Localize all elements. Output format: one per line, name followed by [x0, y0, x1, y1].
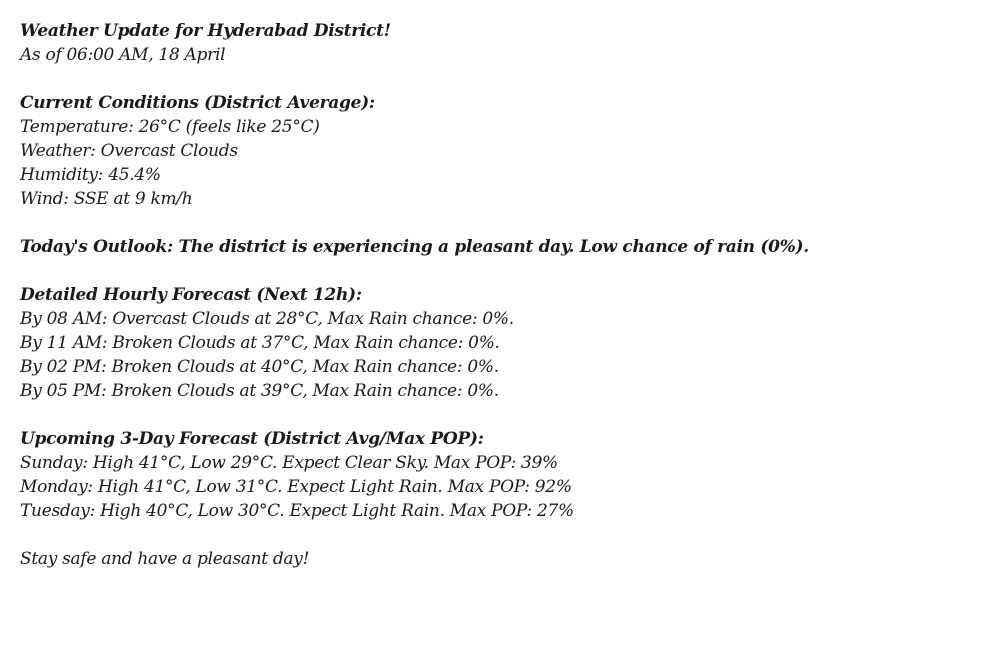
todays-outlook: Today's Outlook: The district is experiencing a pleasant day. Low chance of rain (0%).: [20, 237, 809, 257]
spacer: [20, 67, 809, 91]
spacer: [20, 403, 809, 427]
message-timestamp: As of 06:00 AM, 18 April: [20, 45, 226, 65]
current-temperature: Temperature: 26°C (feels like 25°C): [20, 117, 320, 137]
daily-forecast-heading: Upcoming 3-Day Forecast (District Avg/Max POP):: [20, 429, 484, 449]
current-conditions-heading: Current Conditions (District Average):: [20, 93, 375, 113]
current-wind: Wind: SSE at 9 km/h: [20, 189, 193, 209]
hourly-forecast-item: By 05 PM: Broken Clouds at 39°C, Max Rain chance: 0%.: [20, 381, 499, 401]
spacer: [20, 259, 809, 283]
current-weather: Weather: Overcast Clouds: [20, 141, 238, 161]
hourly-forecast-item: By 08 AM: Overcast Clouds at 28°C, Max Rain chance: 0%.: [20, 309, 514, 329]
daily-forecast-item: Monday: High 41°C, Low 31°C. Expect Light Rain. Max POP: 92%: [20, 477, 572, 497]
hourly-forecast-heading: Detailed Hourly Forecast (Next 12h):: [20, 285, 362, 305]
spacer: [20, 523, 809, 547]
spacer: [20, 211, 809, 235]
current-humidity: Humidity: 45.4%: [20, 165, 161, 185]
hourly-forecast-item: By 02 PM: Broken Clouds at 40°C, Max Rain chance: 0%.: [20, 357, 499, 377]
daily-forecast-item: Sunday: High 41°C, Low 29°C. Expect Clear Sky. Max POP: 39%: [20, 453, 558, 473]
message-title: Weather Update for Hyderabad District!: [20, 21, 391, 41]
daily-forecast-item: Tuesday: High 40°C, Low 30°C. Expect Light Rain. Max POP: 27%: [20, 501, 574, 521]
weather-update-message: [20, 19, 809, 571]
signoff: Stay safe and have a pleasant day!: [20, 549, 310, 569]
hourly-forecast-item: By 11 AM: Broken Clouds at 37°C, Max Rain chance: 0%.: [20, 333, 500, 353]
